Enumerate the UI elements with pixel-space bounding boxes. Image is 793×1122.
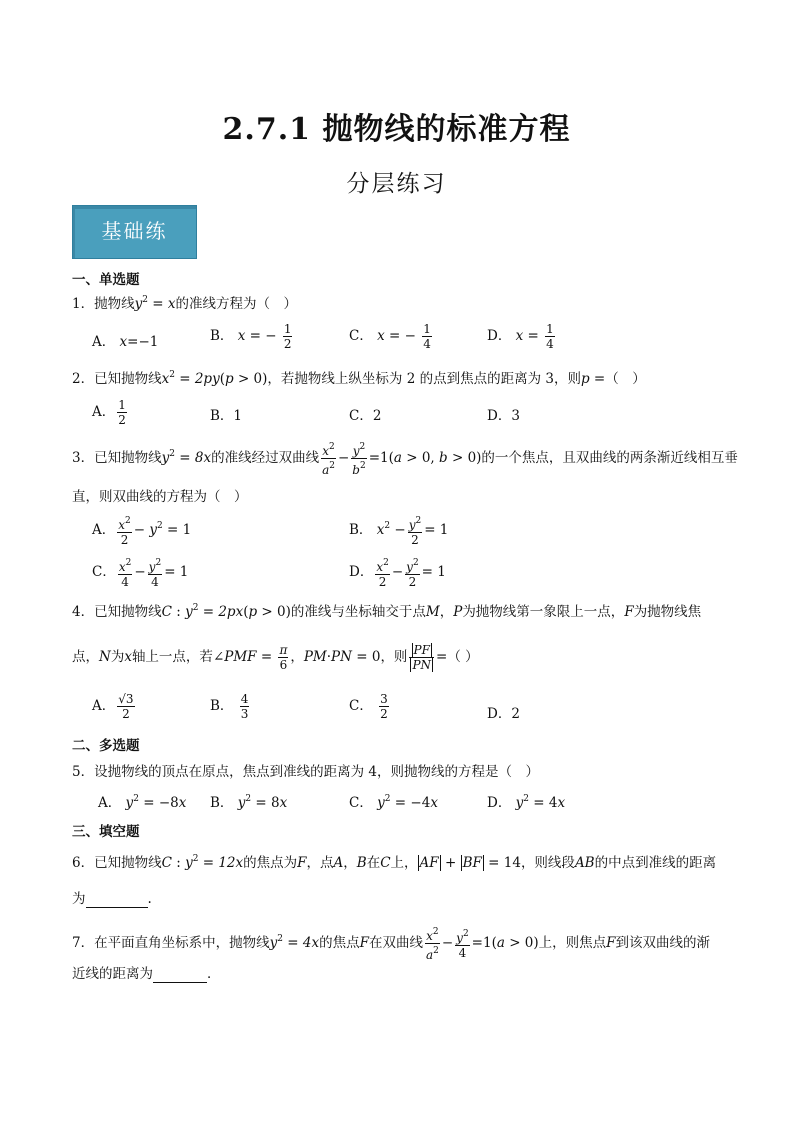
q1-option-c[interactable]: C． x = − $\frac{1}{4}$ [349,322,431,351]
question-7: 7．在平面直角坐标系中，抛物线$y^2 = 4x$的焦点F在双曲线 $\frac{x^2}{a^2}$ − $\frac{y^2}{4}$ =1(a > 0)上，则焦点F到该双曲线的渐 [72,927,711,962]
q5-option-d[interactable]: D． $y^2 = 4x$ [487,794,566,811]
question-6-line2: 为 . [72,891,152,907]
section-heading-multi: 二、多选题 [72,738,140,754]
question-2: 2．已知抛物线$x^2 = 2py(p > 0)$，若抛物线上纵坐标为 2 的点到焦点的距离为 3，则p =（ ） [72,370,646,387]
q2-option-a[interactable]: A． $\frac{1}{2}$ [92,398,126,427]
q1-option-a[interactable]: A． x=−1 [92,334,159,350]
q1-option-d[interactable]: D． x = $\frac{1}{4}$ [487,322,554,351]
q4-option-d[interactable]: D．2 [487,706,520,722]
q4-option-c[interactable]: C． $\frac{3}{2}$ [349,692,388,721]
question-7-line2: 近线的距离为 ． [72,966,221,982]
question-3-line2: 直，则双曲线的方程为（ ） [72,489,248,505]
page-subtitle: 分层练习 [346,171,447,197]
q5-option-a[interactable]: A． $y^2 = -8x$ [98,794,187,811]
q5-option-c[interactable]: C． $y^2 = -4x$ [349,794,438,811]
q4-option-a[interactable]: A． $\frac{√3}{2}$ [92,692,134,721]
section-heading-fill: 三、填空题 [72,824,140,840]
q3-option-c[interactable]: C． $\frac{x^2}{4}$ − $\frac{y^2}{4}$ = 1 [92,558,189,589]
q2-option-b[interactable]: B．1 [210,408,243,424]
level-badge: 基础练 [72,205,197,259]
question-4-line2: 点，N为x轴上一点，若∠PMF = $\frac{\pi}{6}$ ，PM·PN = 0，则 $\frac{PF}{PN}$ =（ ） [72,643,479,672]
q3-option-d[interactable]: D． $\frac{x^2}{2}$ − $\frac{y^2}{2}$ = 1 [349,558,446,589]
question-3: 3．已知抛物线$y^2 = 8x$的准线经过双曲线 $\frac{x^2}{a^2}$ − $\frac{y^2}{b^2}$ =1(a > 0, b > 0)的一个焦点，且双曲线的两条渐近线相互垂 [72,442,738,477]
q3-option-a[interactable]: A． $\frac{x^2}{2}$ − $y^2 = 1$ [92,516,192,547]
q4-option-b[interactable]: B． $\frac{4}{3}$ [210,692,249,721]
q3-option-b[interactable]: B． $x^2$ − $\frac{y^2}{2}$ = 1 [349,516,449,547]
question-6: 6．已知抛物线C : $y^2 = 12x$的焦点为F，点A，B在C上， AF + BF = 14，则线段AB的中点到准线的距离 [72,854,717,871]
q5-option-b[interactable]: B． $y^2 = 8x$ [210,794,288,811]
question-4: 4．已知抛物线C : $y^2 = 2px(p > 0)$的准线与坐标轴交于点M，P为抛物线第一象限上一点，F为抛物线焦 [72,603,702,620]
question-5: 5．设抛物线的顶点在原点，焦点到准线的距离为 4，则抛物线的方程是（ ） [72,764,539,780]
section-heading-single: 一、单选题 [72,272,140,288]
page-title: 2.7.1 抛物线的标准方程 [222,112,571,147]
q1-option-b[interactable]: B． x = − $\frac{1}{2}$ [210,322,292,351]
q2-option-d[interactable]: D．3 [487,408,520,424]
q2-option-c[interactable]: C．2 [349,408,382,424]
question-1: 1．抛物线$y^2 = x$的准线方程为（ ） [72,295,297,312]
